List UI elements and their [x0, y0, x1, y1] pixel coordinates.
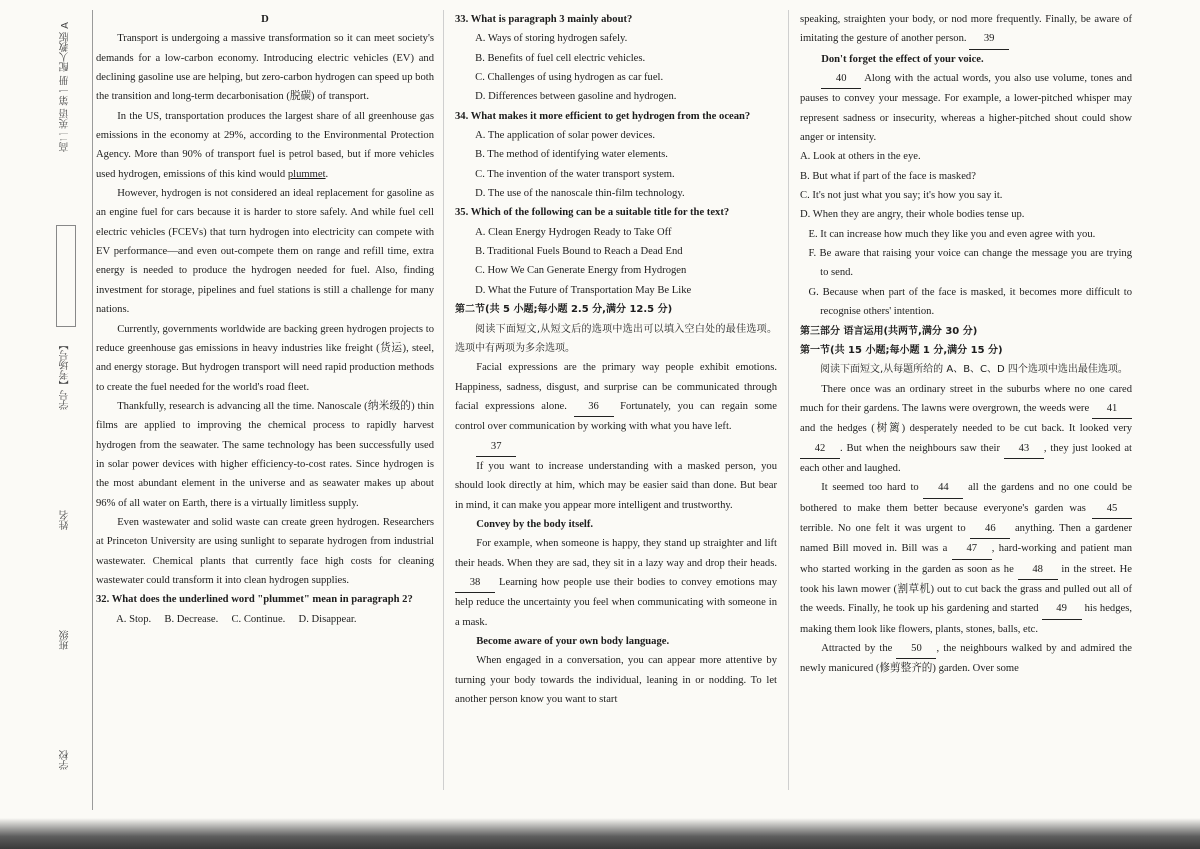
blank-42: 42	[800, 439, 840, 459]
column-divider	[443, 10, 444, 790]
blank-41: 41	[1092, 399, 1132, 419]
part-header: 第三部分 语言运用(共两节,满分 30 分)	[800, 325, 978, 337]
blank-49: 49	[1042, 599, 1082, 619]
passage-paragraph: When engaged in a conversation, you can appear more attentive by turning your body towards the individual, leaning in or nodding. To let another person know you want to start	[455, 655, 777, 706]
margin-score-box	[56, 225, 76, 327]
option: B. Benefits of fuel cell electric vehicles.	[475, 52, 646, 64]
option: F. Be aware that raising your voice can change the message you are trying to send.	[808, 248, 1132, 279]
passage-paragraph: There once was an ordinary street in the suburbs where no one cared much for their gardens. The lawns were overgrown, the weeds were 41 and the hedges (树篱) desperately needed to be cut back. It looked very 42 . But when the neighbours saw their 43 , they just looked at each other and laughed.	[800, 383, 1132, 474]
question-32-options: A. Stop. B. Decrease. C. Continue. D. Disappear.	[116, 613, 357, 625]
option: E. It can increase how much they like you and even agree with you.	[808, 228, 1096, 240]
option: A. The application of solar power devices.	[475, 130, 655, 142]
option: C. How We Can Generate Energy from Hydrogen	[475, 265, 687, 277]
column-3	[800, 10, 1132, 679]
blank-47: 47	[952, 539, 992, 559]
blank-50: 50	[896, 639, 936, 659]
option: A. Ways of storing hydrogen safely.	[475, 33, 628, 45]
blank-37: 37	[476, 437, 516, 457]
column-1	[96, 10, 434, 629]
passage-paragraph: Facial expressions are the primary way people exhibit emotions. Happiness, sadness, disgust, and surprise can be communicated through facial expressions alone. 36 Fortunately, you can regain some control over communication by working with what you have left.	[455, 362, 777, 433]
blank-44: 44	[923, 478, 963, 498]
option: D. The use of the nanoscale thin-film technology.	[475, 188, 685, 200]
option: B. But what if part of the face is masked?	[800, 170, 976, 182]
margin-class-label: 班级	[60, 630, 71, 650]
margin-name-label: 姓名	[60, 510, 71, 530]
passage-paragraph: In the US, transportation produces the largest share of all greenhouse gas emissions in the economy at 29%, according to the Environmental Protection Agency. More than 90% of transport fuel is petrol based, but if more vehicles used hydrogen, emissions of this kind would plummet.	[96, 110, 434, 180]
passage-paragraph: speaking, straighten your body, or nod more frequently. Finally, be aware of imitating the gesture of another person. 39	[800, 10, 1132, 50]
scan-edge-shadow	[0, 818, 1200, 849]
option: D. What the Future of Transportation May Be Like	[475, 284, 692, 296]
passage-paragraph: If you want to increase understanding with a masked person, you should look directly at him, which may be easier said than done. But bear in mind, it can make you appear more intelligent and trustworthy.	[455, 460, 777, 511]
column-divider	[788, 10, 789, 790]
option: C. It's not just what you say; it's how you say it.	[800, 190, 1003, 202]
option: D. Differences between gasoline and hydrogen.	[475, 91, 677, 103]
question-32: 32. What does the underlined word "plummet" mean in paragraph 2?	[96, 594, 413, 606]
blank-40: 40	[821, 69, 861, 89]
option: B. The method of identifying water elements.	[475, 149, 668, 161]
passage-paragraph: It seemed too hard to 44 all the gardens and no one could be bothered to make them better because everyone's garden was 45 terrible. No one felt it was urgent to 46 anything. Then a gardener named Bill moved in. Bill was a 47 , hard-working and patient man who started working in the garden as soon as he 48 in the street. He took his lawn mower (割草机) out to cut back the grass and pulled out all of the weeds. Finally, he took up his gardening and started 49 his hedges, making them look like flowers, plants, stones, balls, etc.	[800, 478, 1132, 639]
passage-paragraph: However, hydrogen is not considered an ideal replacement for gasoline as an engine fuel for cars because it is harder to store safely. And while fuel cell electric vehicles (FCEVs) that turn hydrogen into electricity can compete with EV performance—and even out-compete them on range and refill time, extra energy is needed to produce the hydrogen needed for fuel. Also, finding investment for storage, pipelines and fuel stations is still a challenge for many nations.	[96, 188, 434, 316]
margin-top-label: 高二 英语 第一册 配人教版 A	[60, 22, 71, 152]
passage-paragraph: Attracted by the 50 , the neighbours walked by and admired the newly manicured (修剪整齐的) garden. Over some	[800, 639, 1132, 679]
option: A. Look at others in the eye.	[800, 151, 921, 163]
passage-paragraph: Transport is undergoing a massive transformation so it can meet society's demands for a low-carbon economy. Introducing electric vehicles (EV) and declining gasoline use are helping, but zero-carbon hydrogen can speed up both the transition and long-term decarbonisation (脱碳) of transport.	[96, 33, 434, 103]
option: C. The invention of the water transport system.	[475, 168, 675, 180]
blank-39: 39	[969, 29, 1009, 49]
blank-43: 43	[1004, 439, 1044, 459]
margin-school-label: 学校	[60, 750, 71, 770]
option: A. Clean Energy Hydrogen Ready to Take Off	[475, 226, 672, 238]
section-instructions: 阅读下面短文,从短文后的选项中选出可以填入空白处的最佳选项。选项中有两项为多余选项。	[455, 323, 777, 354]
subheading: Become aware of your own body language.	[476, 636, 670, 647]
question-34: 34. What makes it more efficient to get hydrogen from the ocean?	[455, 110, 751, 122]
passage-paragraph: Even wastewater and solid waste can create green hydrogen. Researchers at Princeton University are using sunlight to separate hydrogen from industrial wastewater. Chemical plants that currently face high costs for cleaning wastewater could transform it into clean hydrogen supplies.	[96, 516, 434, 586]
question-33: 33. What is paragraph 3 mainly about?	[455, 14, 633, 25]
margin-seat-label: 学号【考场号】	[60, 340, 71, 410]
binding-margin	[44, 10, 90, 810]
blank-38: 38	[455, 573, 495, 593]
subheading: Convey by the body itself.	[476, 518, 594, 530]
option: B. Traditional Fuels Bound to Reach a Dead End	[475, 246, 683, 258]
option: D. When they are angry, their whole bodies tense up.	[800, 209, 1025, 221]
subheading: Don't forget the effect of your voice.	[821, 53, 984, 65]
passage-paragraph: 40 Along with the actual words, you also use volume, tones and pauses to convey your message. For example, a lower-pitched whisper may represent sadness or insecurity, whereas a higher-pitched shout could show anger or intensity.	[800, 69, 1132, 147]
passage-paragraph: Thankfully, research is advancing all the time. Nanoscale (纳米级的) thin films are applied to improving the chemical process to rapidly harvest hydrogen from the seawater. The same technology has been successfully used in solar power devices with higher efficiency-to-cost rates. Since hydrogen is the most abundant element in the universe and as seawater makes up about 96% of all water on Earth, there is a virtually limitless supply.	[96, 400, 434, 509]
section-instructions: 阅读下面短文,从每题所给的 A、B、C、D 四个选项中选出最佳选项。	[820, 364, 1128, 376]
blank-36: 36	[574, 397, 614, 417]
option: G. Because when part of the face is masked, it becomes more difficult to recognise others' intention.	[808, 286, 1132, 318]
question-35: 35. Which of the following can be a suitable title for the text?	[455, 207, 730, 219]
binding-line	[92, 10, 93, 810]
passage-letter: D	[261, 14, 269, 25]
blank-45: 45	[1092, 499, 1132, 519]
blank-48: 48	[1018, 560, 1058, 580]
section-header: 第一节(共 15 小题;每小题 1 分,满分 15 分)	[800, 344, 1003, 356]
passage-paragraph	[455, 437, 777, 457]
underlined-word: plummet	[287, 168, 326, 180]
section-header: 第二节(共 5 小题;每小题 2.5 分,满分 12.5 分)	[455, 304, 673, 316]
passage-paragraph: Currently, governments worldwide are backing green hydrogen projects to reduce greenhouse gas emissions in heavy industries like freight (货运), steel, and energy storage. But hydrogen transport will need rapid production methods to create the fuel needed for the world's road fleet.	[96, 323, 434, 393]
blank-46: 46	[970, 519, 1010, 539]
passage-paragraph: For example, when someone is happy, they stand up straighter and lift their heads. When they are sad, they sit in a lazy way and drop their heads. 38 Learning how people use their bodies to convey emotions may help reduce the uncertainty you feel when communicating with someone in a mask.	[455, 538, 777, 628]
option: C. Challenges of using hydrogen as car fuel.	[475, 72, 664, 84]
column-2	[455, 10, 777, 709]
